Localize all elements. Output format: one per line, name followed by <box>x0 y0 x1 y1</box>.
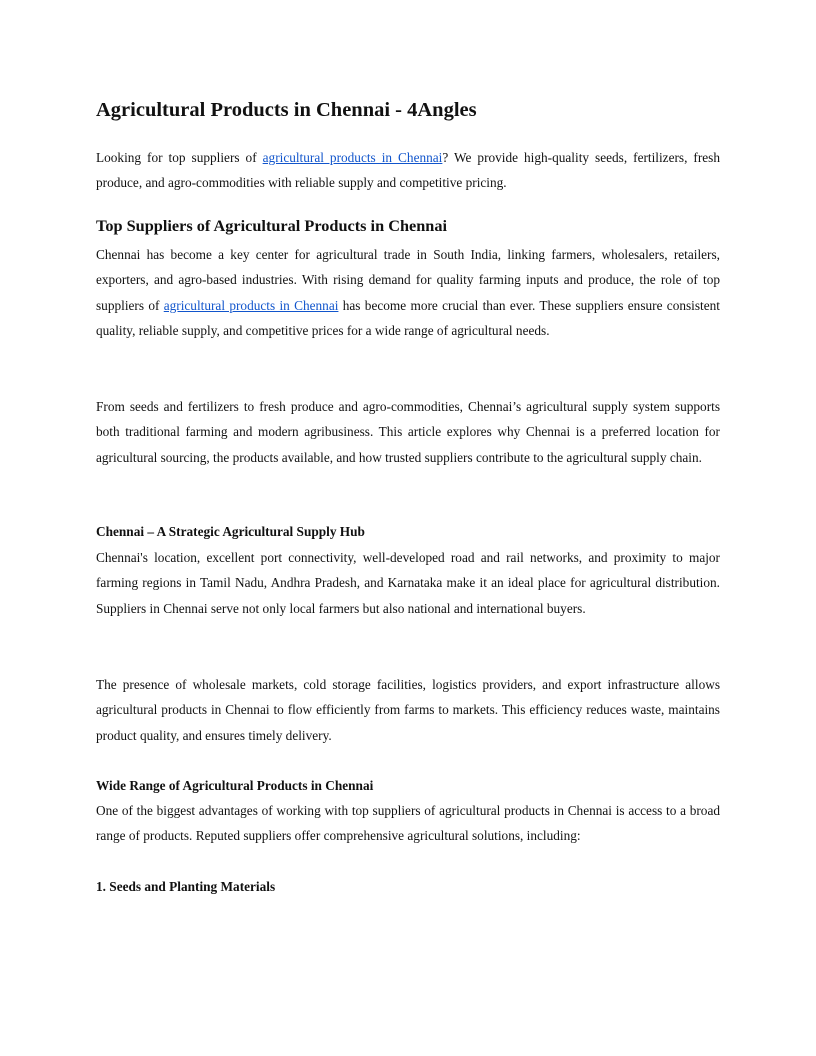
product-range-paragraph: One of the biggest advantages of working with top suppliers of agricultural products in Chennai is access to a broad range of products. Reputed suppliers offer comprehensive agricultural solutions, including: <box>96 803 720 844</box>
section-heading-top-suppliers: Top Suppliers of Agricultural Products in Chennai <box>96 216 448 235</box>
paragraph-link[interactable]: agricultural products in Chennai <box>163 297 339 313</box>
top-suppliers-paragraph-1 <box>96 242 720 343</box>
intro-text-before: Looking for top suppliers of <box>96 150 263 165</box>
section-heading-product-range: Wide Range of Agricultural Products in Chennai <box>96 778 374 793</box>
paragraph-text-before: Chennai has become a key center for agricultural trade in South India, linking farmers, wholesalers, retailers, exporters, and agro-based industries. With rising demand for quality farming inputs and produce, the role of top suppliers of <box>96 247 720 313</box>
intro-link[interactable]: agricultural products in Chennai <box>262 150 443 165</box>
section-heading-supply-hub: Chennai – A Strategic Agricultural Supply Hub <box>96 524 365 539</box>
supply-hub-paragraph-2: The presence of wholesale markets, cold storage facilities, logistics providers, and export infrastructure allows agricultural products in Chennai to flow efficiently from farms to markets. This efficiency reduces waste, maintains product quality, and ensures timely delivery. <box>96 677 720 743</box>
supply-hub-paragraph-1: Chennai's location, excellent port connectivity, well-developed road and rail networks, and proximity to major farming regions in Tamil Nadu, Andhra Pradesh, and Karnataka make it an ideal place for agricultural distribution. Suppliers in Chennai serve not only local farmers but also national and international buyers. <box>96 550 720 616</box>
top-suppliers-paragraph-2: From seeds and fertilizers to fresh produce and agro-commodities, Chennai’s agricultural supply system supports both traditional farming and modern agribusiness. This article explores why Chennai is a preferred location for agricultural sourcing, the products available, and how trusted suppliers contribute to the agricultural supply chain. <box>96 399 720 465</box>
page-title: Agricultural Products in Chennai - 4Angles <box>96 99 477 121</box>
paragraph-text-after: has become more crucial than ever. These suppliers ensure consistent quality, reliable supply, and competitive prices for a wide range of agricultural needs. <box>96 297 720 338</box>
intro-paragraph <box>96 145 720 196</box>
section-heading-seeds: 1. Seeds and Planting Materials <box>96 879 276 894</box>
intro-text-after: ? We provide high-quality seeds, fertilizers, fresh produce, and agro-commodities with reliable supply and competitive pricing. <box>96 150 720 191</box>
